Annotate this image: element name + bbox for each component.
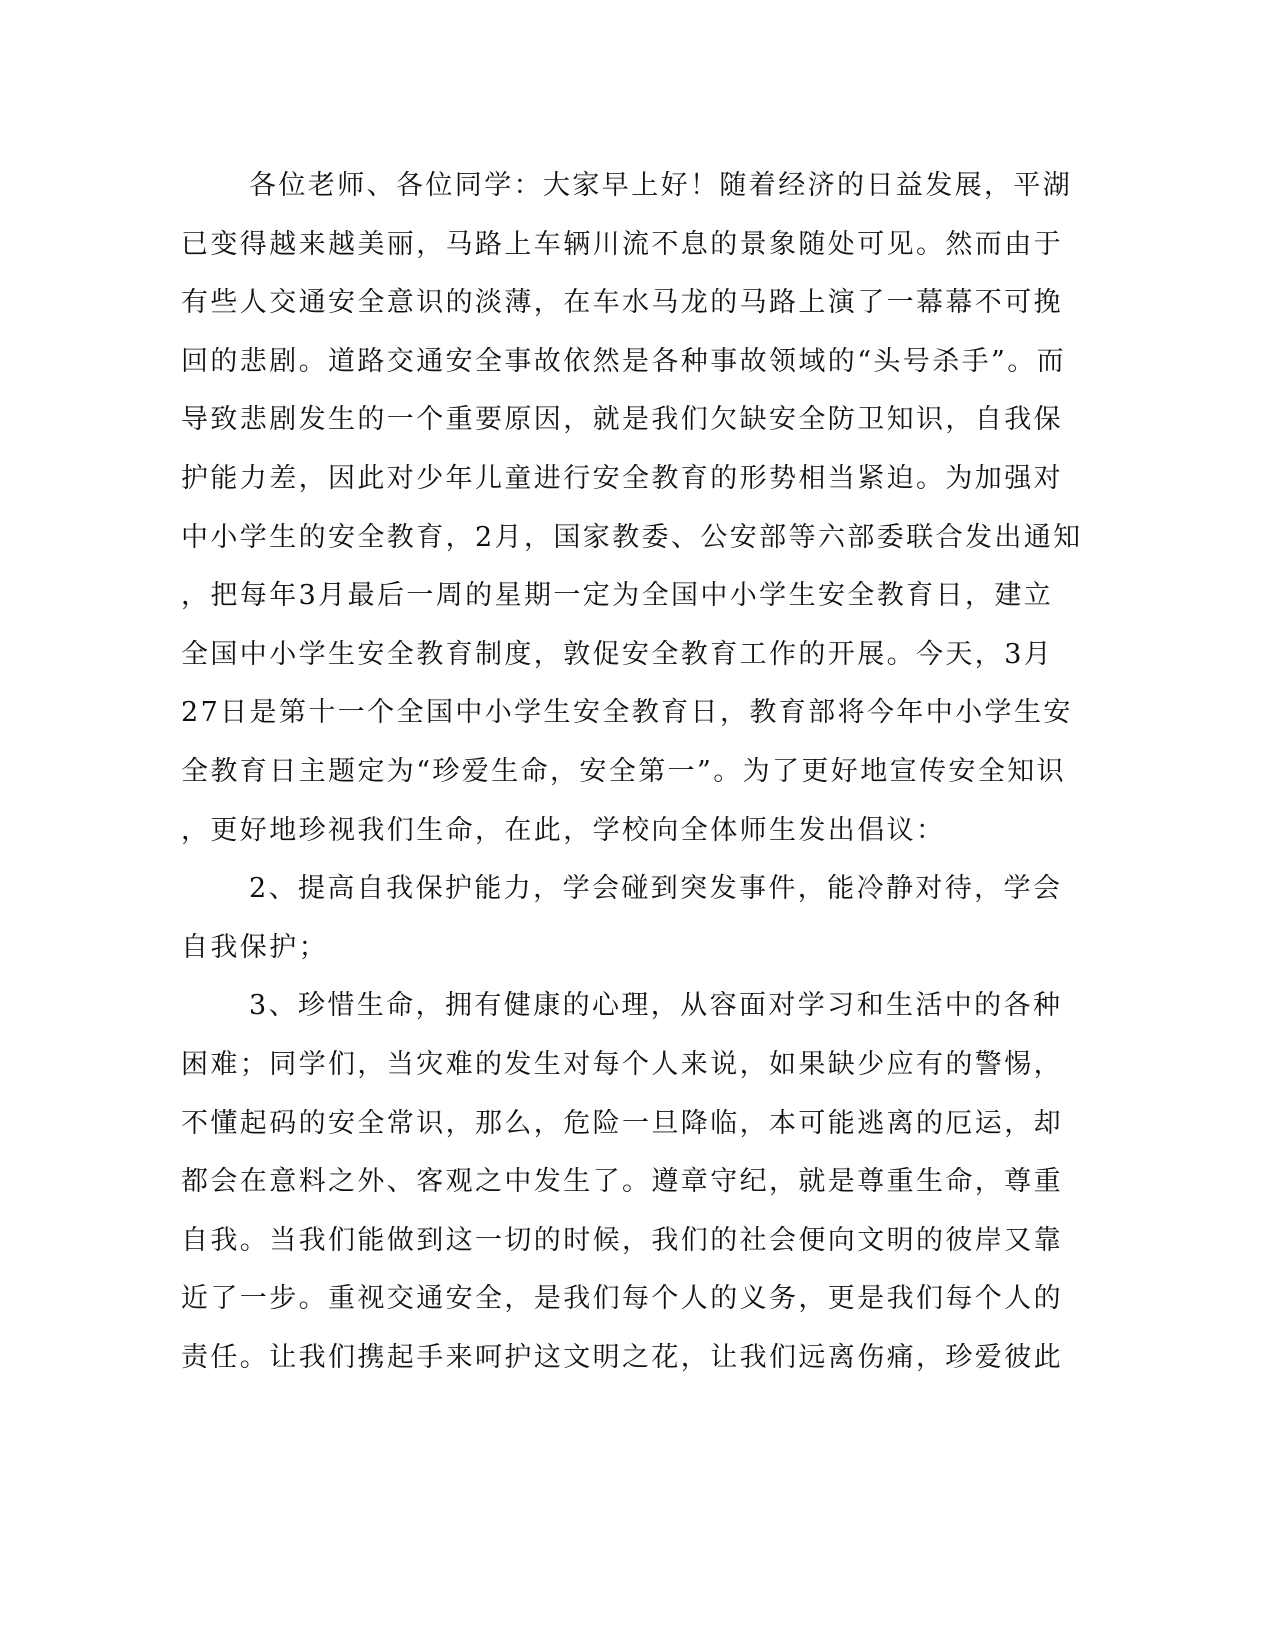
paragraph-line: 全教育日主题定为“珍爱生命，安全第一”。为了更好地宣传安全知识 bbox=[181, 755, 1067, 787]
paragraph-line: 自我。当我们能做到这一切的时候，我们的社会便向文明的彼岸又靠 bbox=[181, 1224, 1063, 1256]
paragraph-line: 都会在意料之外、客观之中发生了。遵章守纪，就是尊重生命，尊重 bbox=[181, 1166, 1063, 1198]
paragraph-line: 全国中小学生安全教育制度，敦促安全教育工作的开展。今天，3月 bbox=[181, 638, 1054, 670]
paragraph-line: 已变得越来越美丽，马路上车辆川流不息的景象随处可见。然而由于 bbox=[181, 228, 1063, 260]
paragraph-line: 护能力差，因此对少年儿童进行安全教育的形势相当紧迫。为加强对 bbox=[181, 462, 1063, 494]
paragraph-line: 各位老师、各位同学：大家早上好！随着经济的日益发展，平湖 bbox=[249, 170, 1073, 201]
paragraph-line: 有些人交通安全意识的淡薄，在车水马龙的马路上演了一幕幕不可挽 bbox=[181, 287, 1063, 319]
paragraph-line: 自我保护； bbox=[181, 931, 328, 963]
paragraph-line: ，把每年3月最后一周的星期一定为全国中小学生安全教育日，建立 bbox=[181, 580, 1054, 612]
paragraph-line: 中小学生的安全教育，2月，国家教委、公安部等六部委联合发出通知 bbox=[181, 521, 1083, 553]
paragraph-line: 2、提高自我保护能力，学会碰到突发事件，能冷静对待，学会 bbox=[249, 873, 1063, 905]
paragraph-line: 3、珍惜生命，拥有健康的心理，从容面对学习和生活中的各种 bbox=[249, 990, 1063, 1022]
paragraph-line: 不懂起码的安全常识，那么，危险一旦降临，本可能逃离的厄运，却 bbox=[181, 1107, 1063, 1139]
paragraph-line: 导致悲剧发生的一个重要原因，就是我们欠缺安全防卫知识，自我保 bbox=[181, 404, 1063, 436]
paragraph-line: 27日是第十一个全国中小学生安全教育日，教育部将今年中小学生安 bbox=[181, 697, 1073, 729]
paragraph-line: 回的悲剧。道路交通安全事故依然是各种事故领域的“头号杀手”。而 bbox=[181, 345, 1067, 377]
paragraph-line: 困难；同学们，当灾难的发生对每个人来说，如果缺少应有的警惕， bbox=[181, 1048, 1063, 1080]
paragraph-line: 近了一步。重视交通安全，是我们每个人的义务，更是我们每个人的 bbox=[181, 1283, 1063, 1315]
paragraph-line: 责任。让我们携起手来呵护这文明之花，让我们远离伤痛，珍爱彼此 bbox=[181, 1341, 1063, 1373]
document-body bbox=[181, 157, 1083, 1387]
paragraph-line: ，更好地珍视我们生命，在此，学校向全体师生发出倡议： bbox=[181, 814, 946, 846]
